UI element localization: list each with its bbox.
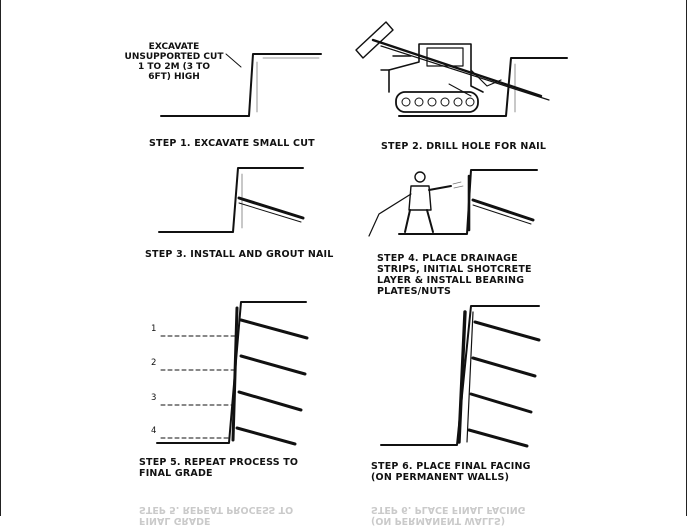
step1-caption: STEP 1. EXCAVATE SMALL CUT bbox=[149, 138, 315, 149]
level-number-2: 2 bbox=[151, 358, 157, 368]
step2-caption: STEP 2. DRILL HOLE FOR NAIL bbox=[381, 141, 547, 152]
step6-final-facing bbox=[381, 306, 539, 446]
level-number-1: 1 bbox=[151, 324, 157, 334]
step5-caption-reflection: FINAL GRADE STEP 5. REPEAT PROCESS TO bbox=[139, 503, 294, 526]
step2-drill-rig bbox=[356, 22, 567, 116]
step4-caption: STEP 4. PLACE DRAINAGE STRIPS, INITIAL SHOTCRETE LAYER & INSTALL BEARING PLATES/NUTS bbox=[377, 253, 532, 297]
excavation-annotation: EXCAVATE UNSUPPORTED CUT 1 TO 2M (3 TO 6FT) HIGH bbox=[124, 42, 224, 82]
level-number-3: 3 bbox=[151, 393, 157, 403]
soil-nail-diagram bbox=[1, 0, 689, 516]
step5-caption: STEP 5. REPEAT PROCESS TO FINAL GRADE bbox=[139, 457, 299, 479]
step3-cut-and-nail bbox=[159, 168, 303, 232]
level-number-4: 4 bbox=[151, 426, 157, 436]
step6-caption-reflection: (ON PERMANENT WALLS) STEP 6. PLACE FINAL FACING bbox=[371, 503, 526, 526]
step5-repeated-nails bbox=[157, 302, 307, 444]
step6-caption: STEP 6. PLACE FINAL FACING (ON PERMANENT WALLS) bbox=[371, 461, 531, 483]
step3-caption: STEP 3. INSTALL AND GROUT NAIL bbox=[145, 249, 334, 260]
step4-shotcrete bbox=[369, 170, 537, 236]
